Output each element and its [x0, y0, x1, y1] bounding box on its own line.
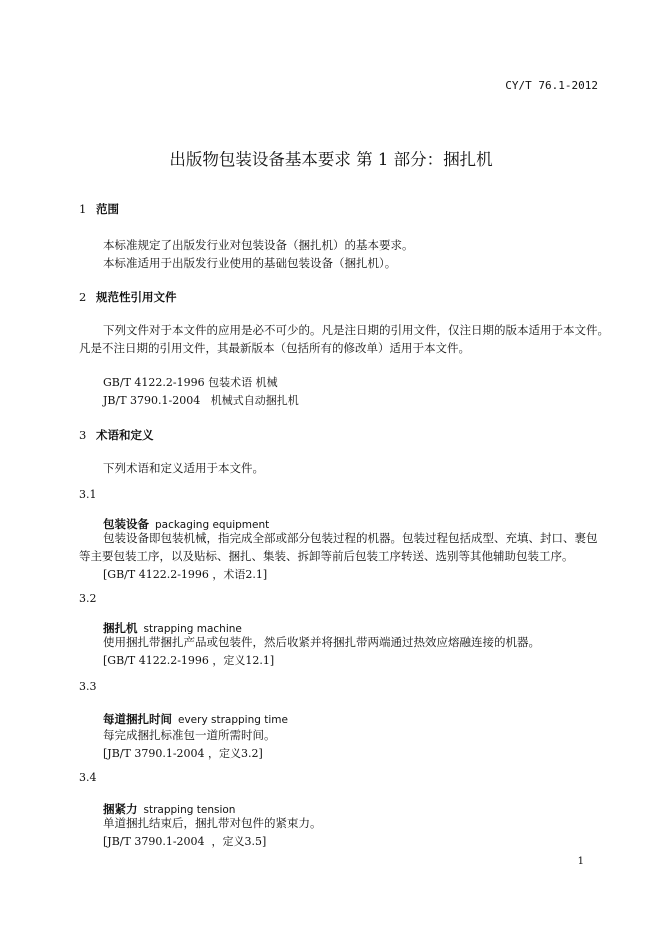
document-title: 出版物包装设备基本要求 第 1 部分：捆扎机 — [169, 150, 493, 169]
reference-item: JB/T 3790.1-2004 机械式自动捆扎机 — [103, 394, 299, 407]
term-chinese: 捆扎机 — [103, 621, 138, 635]
term-heading — [103, 708, 288, 727]
section-title: 规范性引用文件 — [96, 290, 177, 304]
paragraph: 下列文件对于本文件的应用是必不可少的。凡是注日期的引用文件，仅注日期的版本适用于本文件。 — [103, 323, 609, 337]
term-definition: 使用捆扎带捆扎产品或包装件，然后收紧并将捆扎带两端通过热效应熔融连接的机器。 — [103, 635, 540, 649]
term-english: every strapping time — [178, 714, 288, 726]
section-number: 3 — [79, 428, 87, 442]
section-number: 2 — [79, 290, 87, 304]
paragraph: 本标准适用于出版发行业使用的基础包装设备（捆扎机）。 — [103, 256, 397, 270]
paragraph: 下列术语和定义适用于本文件。 — [103, 461, 264, 475]
section-heading-terms-definitions — [79, 427, 154, 443]
section-heading-scope — [79, 201, 119, 217]
term-definition: 等主要包装工序，以及贴标、捆扎、集装、拆卸等前后包装工序转送、选别等其他辅助包装工序。 — [79, 549, 574, 563]
term-source: [GB/T 4122.2-1996 ，术语2.1] — [103, 568, 268, 581]
term-source: [GB/T 4122.2-1996 ，定义12.1] — [103, 654, 275, 667]
section-number: 1 — [79, 202, 87, 216]
term-number: 3.3 — [79, 680, 97, 693]
term-english: strapping machine — [143, 623, 242, 635]
term-source: [JB/T 3790.1-2004 ，定义3.2] — [103, 747, 263, 760]
term-number: 3.4 — [79, 771, 97, 784]
page-number: 1 — [577, 856, 584, 867]
term-number: 3.1 — [79, 488, 97, 501]
section-title: 范围 — [96, 202, 119, 216]
term-definition: 包装设备即包装机械，指完成全部或部分包装过程的机器。包装过程包括成型、充填、封口、裹包 — [103, 531, 598, 545]
paragraph: 凡是不注日期的引用文件，其最新版本（包括所有的修改单）适用于本文件。 — [79, 341, 470, 355]
term-chinese: 每道捆扎时间 — [103, 712, 172, 726]
section-title: 术语和定义 — [96, 428, 154, 442]
term-definition: 每完成捆扎标准包一道所需时间。 — [103, 728, 276, 742]
term-chinese: 包装设备 — [103, 517, 149, 531]
term-definition: 单道捆扎结束后，捆扎带对包件的紧束力。 — [103, 816, 322, 830]
term-english: strapping tension — [143, 804, 236, 816]
section-heading-normative-references — [79, 289, 177, 305]
standard-number: CY/T 76.1-2012 — [505, 79, 598, 92]
reference-item: GB/T 4122.2-1996 包装术语 机械 — [103, 376, 278, 389]
term-chinese: 捆紧力 — [103, 802, 138, 816]
paragraph: 本标准规定了出版发行业对包装设备（捆扎机）的基本要求。 — [103, 238, 414, 252]
term-english: packaging equipment — [155, 519, 270, 531]
term-number: 3.2 — [79, 592, 97, 605]
term-source: [JB/T 3790.1-2004 ，定义3.5] — [103, 835, 267, 848]
